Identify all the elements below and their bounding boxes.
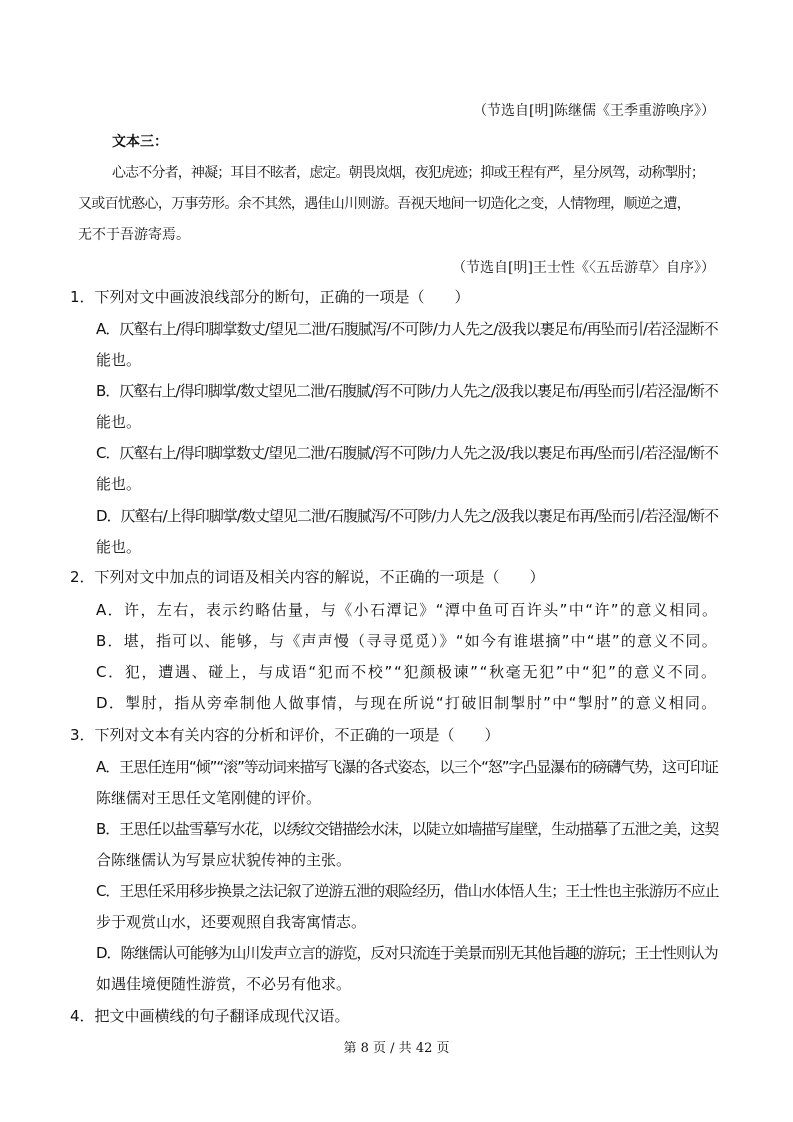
question-3-option-b: B．王思任以盐雪摹写水花，以绣纹交错描绘水沫，以陡立如墙描写崖壁，生动描摹了五泄之美，这契	[96, 820, 719, 838]
question-2-option-a: A．许，左右，表示约略估量，与《小石潭记》“潭中鱼可百许头”中“许”的意义相同。	[96, 601, 719, 619]
question-3-option-c-cont: 步于观赏山水，还要观照自我寄寓情志。	[96, 913, 367, 931]
text3-line: 心志不分者，神凝；耳目不眩者，虑定。朝畏岚烟，夜犯虎迹；抑或王程有严，星分夙驾，动称掣肘；	[112, 165, 704, 181]
question-1-option-d: D．仄壑右/上得印脚掌/数丈望见二泄/石腹腻泻/不可陟/力人先之/汲我以裹足布再/坠而引/若泾湿/断不	[96, 507, 719, 525]
question-1-option-b: B．仄壑右上/得印脚掌/数丈望见二泄/石腹腻/泻不可陟/力人先之/汲我以裹足布/再坠而引/若泾湿/断不	[96, 382, 718, 400]
question-2-option-b: B．堪，指可以、能够，与《声声慢（寻寻觅觅）》“如今有谁堪摘”中“堪”的意义不同。	[96, 632, 718, 650]
question-1-option-a: A．仄壑右上/得印脚掌数丈/望见二泄/石腹腻泻/不可陟/力人先之/汲我以裹足布/再坠而引/若泾湿断不	[96, 320, 718, 338]
text2-source: （节选自[明]陈继儒《王季重游唤序》）	[473, 103, 715, 119]
question-3-stem: 3．下列对文本有关内容的分析和评价，不正确的一项是（ ）	[70, 726, 500, 744]
question-1-option-b-cont: 能也。	[96, 413, 142, 431]
question-1-stem: 1．下列对文中画波浪线部分的断句，正确的一项是（ ）	[70, 288, 470, 306]
question-3-option-b-cont: 合陈继儒认为写景应状貌传神的主张。	[96, 851, 352, 869]
question-4-stem: 4．把文中画横线的句子翻译成现代汉语。	[70, 1007, 350, 1025]
text3-heading: 文本三：	[112, 134, 168, 150]
question-3-option-a-cont: 陈继儒对王思任文笔刚健的评价。	[96, 789, 322, 807]
question-3-option-d-cont: 如遇佳境便随性游赏，不必另有他求。	[96, 975, 352, 993]
text3-line: 无不于吾游寄焉。	[78, 227, 190, 243]
text3-source: （节选自[明]王士性《〈五岳游草〉自序》）	[452, 260, 715, 276]
question-1-option-c-cont: 能也。	[96, 475, 142, 493]
question-3-option-a: A．王思任连用“倾”“滚”等动词来描写飞瀑的各式姿态，以三个“怒”字凸显瀑布的磅礴气势，这可印证	[96, 758, 718, 776]
question-2-option-d: D．掣肘，指从旁牵制他人做事情，与现在所说“打破旧制掣肘”中“掣肘”的意义相同。	[96, 694, 718, 712]
text3-line: 又或百忧憨心，万事劳形。余不其然，遇佳山川则游。吾视天地间一切造化之变，人情物理，顺逆之遭，	[78, 196, 690, 212]
question-1-option-a-cont: 能也。	[96, 351, 142, 369]
question-1-option-d-cont: 能也。	[96, 538, 142, 556]
question-2-stem: 2．下列对文中加点的词语及相关内容的解说，不正确的一项是（ ）	[70, 568, 545, 586]
page-footer: 第 8 页 / 共 42 页	[343, 1041, 450, 1056]
question-1-option-c: C．仄壑右上/得印脚掌数丈/望见二泄/石腹腻/泻不可陟/力人先之汲/我以裹足布再/坠而引/若泾湿/断不	[96, 444, 718, 462]
question-2-option-c: C．犯，遭遇、碰上，与成语“犯而不校”“犯颜极谏”“秋毫无犯”中“犯”的意义不同。	[96, 663, 718, 681]
question-3-option-d: D．陈继儒认可能够为山川发声立言的游览，反对只流连于美景而别无其他旨趣的游玩；王士性则认为	[96, 944, 718, 962]
question-3-option-c: C．王思任采用移步换景之法记叙了逆游五泄的艰险经历，借山水体悟人生；王士性也主张游历不应止	[96, 882, 719, 900]
